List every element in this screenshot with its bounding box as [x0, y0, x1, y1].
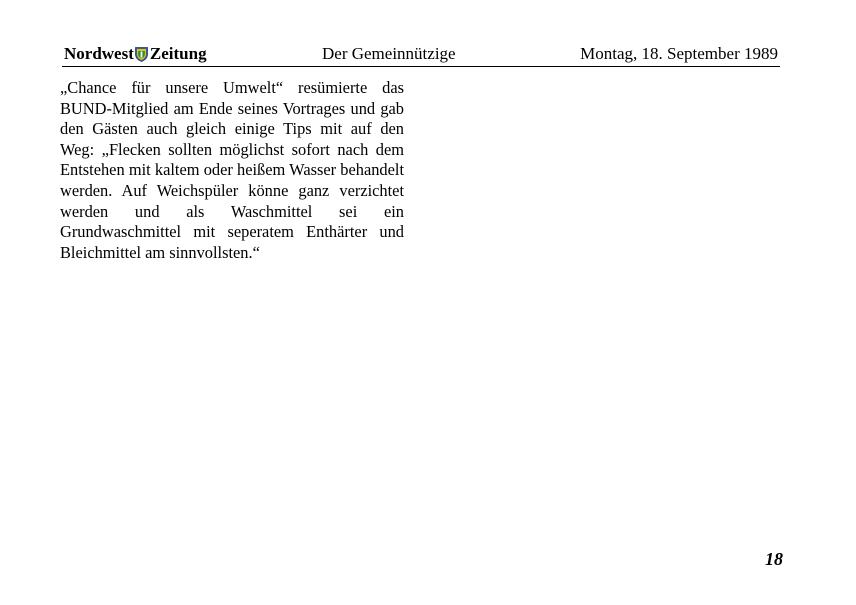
article-text: „Chance für unsere Umwelt“ resümierte das BUND-Mitglied am Ende seines Vortrages und gab den Gästen auch gleich einige Tips mit auf den Weg: „Flecken sollten möglichst sofort nach dem Entstehen mit kaltem oder heißem Wasser behandelt werden. Auf Weichspüler könne ganz verzichtet werden und als Waschmittel sei ein Grundwaschmittel mit seperatem Enthärter und Bleichmittel am sinnvollsten.“ — [60, 78, 404, 262]
page-number: 18 — [765, 549, 783, 569]
section-title: Der Gemeinnützige — [322, 44, 456, 63]
issue-date: Montag, 18. September 1989 — [580, 44, 778, 63]
masthead-nordwest: Nordwest — [64, 44, 134, 63]
newspaper-masthead — [64, 44, 207, 64]
page-header — [62, 44, 780, 67]
masthead-zeitung: Zeitung — [149, 44, 207, 63]
coat-of-arms-icon — [135, 47, 148, 62]
